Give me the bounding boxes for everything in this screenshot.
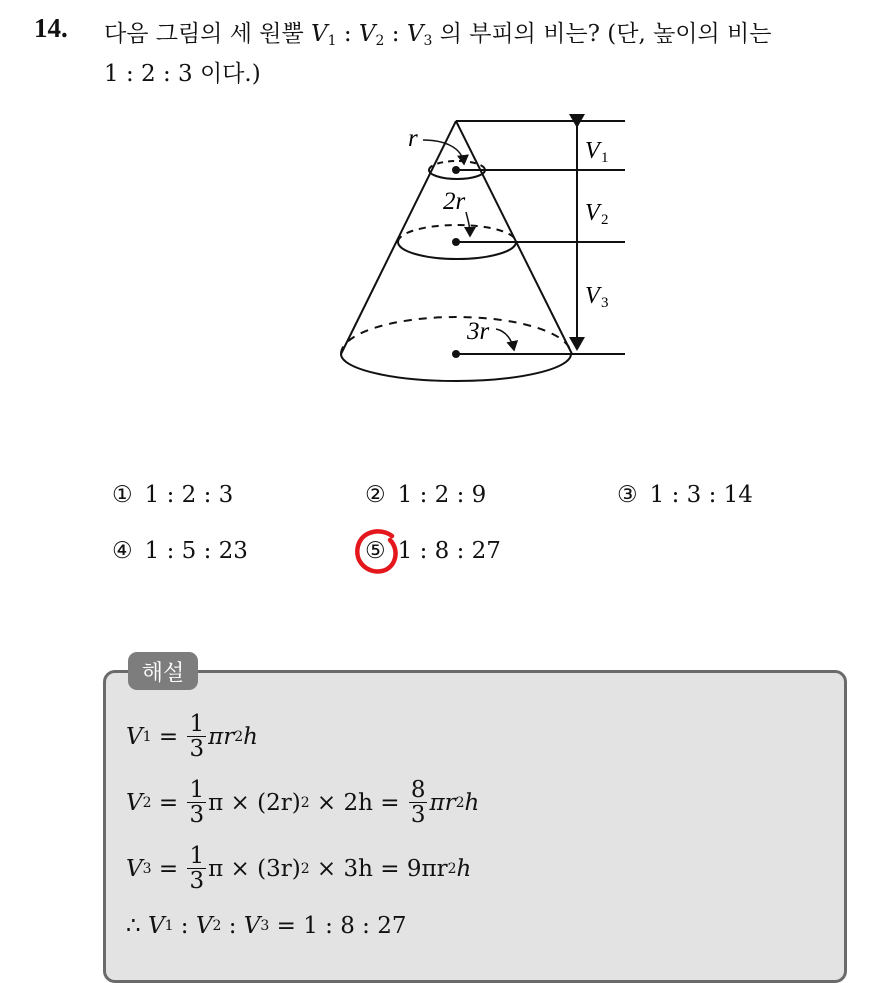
label-v3: V bbox=[585, 283, 600, 309]
choice-4-mark: ④ bbox=[112, 538, 133, 564]
choice-2[interactable] bbox=[365, 482, 486, 508]
eq1-lhs-sub: 1 bbox=[142, 728, 152, 745]
eq2-mid-b: × 2h = bbox=[309, 789, 407, 816]
eq2-rest-sup: 2 bbox=[455, 794, 465, 811]
choice-1-text: 1 : 2 : 3 bbox=[144, 482, 234, 508]
eq4-v2: V bbox=[195, 913, 213, 939]
ellipse-large-front bbox=[341, 354, 571, 381]
choice-4-text: 1 : 5 : 23 bbox=[144, 538, 248, 564]
label-v2: V bbox=[585, 200, 600, 226]
eq4-v1-sub: 1 bbox=[164, 918, 174, 934]
eq3-mid-sup: 2 bbox=[300, 860, 310, 877]
eq4-colon-1: : bbox=[173, 913, 196, 939]
eq4-v2-sub: 2 bbox=[212, 918, 222, 934]
choice-3-mark: ③ bbox=[617, 482, 638, 508]
question-v2: V bbox=[358, 21, 376, 47]
eq3-mid-a: π × (3r) bbox=[208, 855, 301, 882]
choice-1[interactable] bbox=[112, 482, 233, 508]
label-v3-sub: 3 bbox=[601, 295, 609, 311]
eq2-frac2-den: 3 bbox=[410, 802, 426, 828]
choice-5-mark: ⑤ bbox=[365, 538, 386, 564]
eq2-fraction bbox=[187, 778, 206, 827]
label-3r: 3r bbox=[467, 318, 490, 345]
question-v1: V bbox=[311, 21, 328, 47]
choice-3-text: 1 : 3 : 14 bbox=[649, 482, 753, 508]
eq3-lhs: V bbox=[126, 855, 143, 882]
eq1-equals: = bbox=[151, 723, 186, 750]
eq2-rest-h: h bbox=[464, 789, 480, 816]
eq3-equals: = bbox=[151, 855, 186, 882]
question-number: 14. bbox=[34, 13, 68, 43]
radius-pointer-r bbox=[423, 140, 464, 164]
eq1-rest-sup: 2 bbox=[234, 728, 244, 745]
eq1-fraction bbox=[187, 712, 206, 761]
choice-1-mark: ① bbox=[112, 482, 133, 508]
cone-figure bbox=[320, 110, 640, 400]
eq4-therefore: ∴ bbox=[126, 913, 148, 939]
label-v1-sub: 1 bbox=[601, 150, 609, 166]
eq1-frac-den: 3 bbox=[189, 736, 205, 762]
radius-pointer-3r bbox=[496, 329, 514, 350]
eq3-mid-b: × 3h = 9πr bbox=[309, 855, 448, 882]
choice-3[interactable] bbox=[617, 482, 753, 508]
eq2-frac-den: 3 bbox=[189, 802, 205, 828]
eq2-lhs-sub: 2 bbox=[142, 794, 152, 811]
eq3-mid-sup2: 2 bbox=[447, 860, 457, 877]
question-text-part-b: 의 부피의 비는? (단, 높이의 비는 bbox=[439, 21, 772, 47]
eq2-mid-sup: 2 bbox=[300, 794, 310, 811]
question-text-line2: 1 : 2 : 3 이다.) bbox=[104, 61, 261, 87]
eq2-fraction-2 bbox=[409, 778, 428, 827]
solution-eq-1 bbox=[126, 712, 258, 761]
eq4-v1: V bbox=[147, 913, 165, 939]
eq4-colon-2: : bbox=[221, 913, 244, 939]
choice-2-text: 1 : 2 : 9 bbox=[397, 482, 487, 508]
eq2-lhs: V bbox=[126, 789, 143, 816]
question-colon-1: : bbox=[343, 21, 352, 47]
eq1-lhs: V bbox=[126, 723, 143, 750]
eq2-equals: = bbox=[151, 789, 186, 816]
eq1-rest-h: h bbox=[243, 723, 258, 750]
eq2-frac2-num: 8 bbox=[410, 777, 426, 803]
eq4-tail: = 1 : 8 : 27 bbox=[269, 913, 407, 939]
eq4-v3-sub: 3 bbox=[260, 918, 270, 934]
label-v2-sub: 2 bbox=[601, 212, 609, 228]
question-text-line1 bbox=[104, 15, 772, 49]
eq2-frac-num: 1 bbox=[189, 777, 205, 803]
label-2r: 2r bbox=[443, 188, 466, 215]
question-v2-sub: 2 bbox=[375, 33, 385, 49]
choice-5-text: 1 : 8 : 27 bbox=[397, 538, 501, 564]
eq3-h: h bbox=[456, 855, 472, 882]
question-v1-sub: 1 bbox=[327, 33, 337, 49]
label-r: r bbox=[408, 125, 418, 152]
eq2-rest: πr bbox=[429, 789, 456, 816]
eq3-frac-num: 1 bbox=[189, 843, 205, 869]
choice-4[interactable] bbox=[112, 538, 248, 564]
eq2-mid-a: π × (2r) bbox=[208, 789, 301, 816]
eq4-v3: V bbox=[243, 913, 261, 939]
eq1-frac-num: 1 bbox=[189, 711, 205, 737]
question-v3-sub: 3 bbox=[423, 33, 433, 49]
choice-2-mark: ② bbox=[365, 482, 386, 508]
question-text-part-a: 다음 그림의 세 원뿔 bbox=[104, 21, 304, 47]
eq3-lhs-sub: 3 bbox=[142, 860, 152, 877]
solution-eq-2 bbox=[126, 778, 479, 827]
solution-eq-3 bbox=[126, 844, 471, 893]
ellipse-large-back bbox=[341, 317, 571, 354]
answer-circle-stroke bbox=[357, 531, 395, 571]
solution-eq-4 bbox=[126, 913, 407, 939]
solution-tag: 해설 bbox=[128, 652, 198, 690]
question-colon-2: : bbox=[391, 21, 400, 47]
answer-circle-mark bbox=[350, 524, 406, 580]
radius-pointer-2r bbox=[466, 212, 470, 236]
eq3-fraction bbox=[187, 844, 206, 893]
eq3-frac-den: 3 bbox=[189, 868, 205, 894]
eq1-rest: πr bbox=[208, 723, 235, 750]
question-v3: V bbox=[406, 21, 424, 47]
cone-left-edge bbox=[341, 121, 456, 354]
label-v1: V bbox=[585, 138, 600, 164]
